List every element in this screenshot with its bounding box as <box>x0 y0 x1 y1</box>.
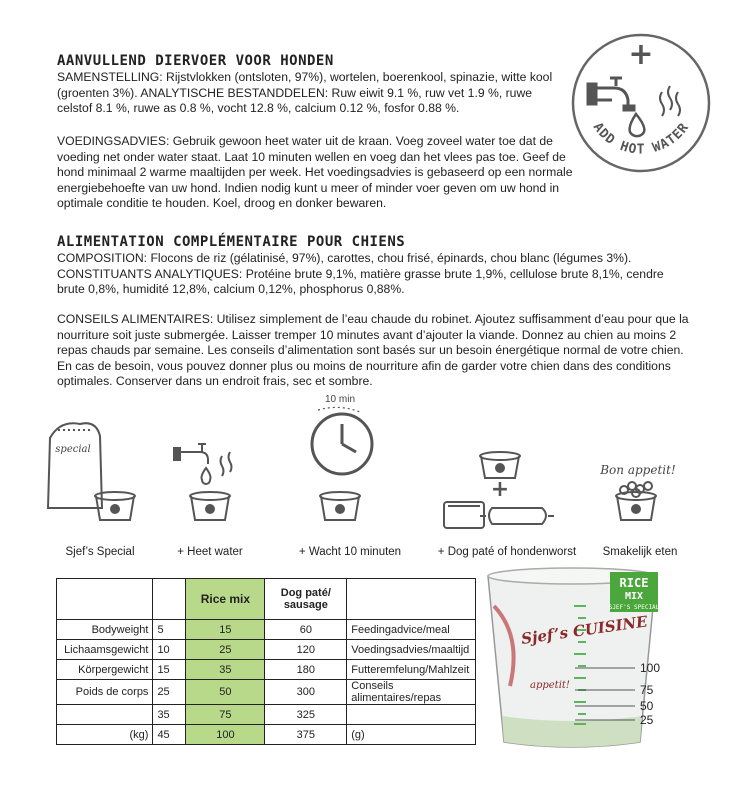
step-label-3: + Wacht 10 minuten <box>298 546 402 558</box>
col-header-rice-mix: Rice mix <box>186 579 265 620</box>
dog-cell: 60 <box>265 620 347 640</box>
dutch-composition: SAMENSTELLING: Rijstvlokken (ontsloten, 97%), wortelen, boerenkool, spinazie, witte kool (groenten 3%). ANALYTISCHE BESTANDDELEN: Ruw eiwit 9.1 %, ruw vet 1.9 %, ruwe celstof 8.1 %, ruwe as 0.8 %, vocht 12.8 %, calcium 0.12 %, fosfor 0.88 %. <box>57 70 553 116</box>
row-label: Körpergewicht <box>57 660 153 680</box>
food-bowl-icon <box>616 482 656 520</box>
rice-cell: 50 <box>186 680 265 705</box>
col-header-dog-pate: Dog paté/ sausage <box>265 579 347 620</box>
weight-cell: 10 <box>153 640 186 660</box>
dog-cell: 375 <box>265 725 347 745</box>
weight-cell: 25 <box>153 680 186 705</box>
advice-cell: Conseils alimentaires/repas <box>347 680 476 705</box>
bowl-icon-4 <box>480 452 520 478</box>
weight-cell: 5 <box>153 620 186 640</box>
clock-label: 10 min <box>324 394 356 405</box>
table-row <box>57 620 476 640</box>
cup-tick-50: 50 <box>640 699 654 713</box>
weight-cell: 15 <box>153 660 186 680</box>
row-label: Bodyweight <box>57 620 153 640</box>
rice-mix-label-mid: MIX <box>624 591 644 602</box>
sausage-icon <box>480 508 554 524</box>
weight-cell: 45 <box>153 725 186 745</box>
dog-cell: 300 <box>265 680 347 705</box>
rice-cell: 15 <box>186 620 265 640</box>
advice-cell: Voedingsadvies/maaltijd <box>347 640 476 660</box>
step-label-2: + Heet water <box>177 546 243 558</box>
cup-brand: Sjef’s CUISINE <box>520 612 649 648</box>
row-label: Poids de corps <box>57 680 153 705</box>
table-row <box>57 705 476 725</box>
dog-cell: 325 <box>265 705 347 725</box>
rice-cell: 25 <box>186 640 265 660</box>
table-row <box>57 660 476 680</box>
french-feeding-advice: CONSEILS ALIMENTAIRES: Utilisez simplement de l’eau chaude du robinet. Ajoutez suffisamment d’eau pour que la nourriture soit juste submergée. Laisser tremper 10 minutes avant d’ajouter la viande. Donnez au chien au moins 2 repas chauds par semaine. Les conseils d’alimentation sont basés sur un besoin énergétique normal de votre chien. En cas de besoin, vous pouvez donner plus ou moins de nourriture afin de garder votre chien dans des conditions optimales. Conserver dans un endroit frais, sec et sombre. <box>57 312 689 389</box>
dog-cell: 180 <box>265 660 347 680</box>
clock-arrow-icon <box>318 407 360 412</box>
cup-tick-100: 100 <box>640 661 661 675</box>
rice-cell: 100 <box>186 725 265 745</box>
advice-cell: Futteremfelung/Mahlzeit <box>347 660 476 680</box>
bowl-icon-3 <box>320 492 360 520</box>
cup-appetit: appetit! <box>530 680 570 691</box>
row-label <box>57 705 153 725</box>
table-row <box>57 680 476 705</box>
step-label-1: Sjef’s Special <box>65 546 135 558</box>
bag-icon <box>48 423 102 508</box>
feeding-table <box>56 578 476 745</box>
pate-tray-icon <box>444 502 484 528</box>
step-label-5: Smakelijk eten <box>602 546 678 558</box>
french-heading: ALIMENTATION COMPLÉMENTAIRE POUR CHIENS <box>57 234 406 250</box>
rice-mix-label-bottom: SJEF'S SPECIAL <box>608 604 660 611</box>
advice-cell <box>347 705 476 725</box>
steps-illustration <box>40 390 700 540</box>
step-label-4: + Dog paté of hondenworst <box>437 546 577 558</box>
badge-plus: + <box>628 37 654 72</box>
tap-icon-step <box>174 444 232 484</box>
tap-icon <box>588 78 634 110</box>
step-plus: + <box>490 477 510 502</box>
steam-icon <box>660 86 680 116</box>
row-label: Lichaamsgewicht <box>57 640 153 660</box>
bowl-icon-2 <box>190 492 230 520</box>
clock-icon <box>312 414 372 474</box>
rice-cell: 35 <box>186 660 265 680</box>
bon-appetit-text: Bon appetit! <box>600 463 676 477</box>
cup-tick-25: 25 <box>640 713 654 727</box>
table-row <box>57 725 476 745</box>
rice-cell: 75 <box>186 705 265 725</box>
cup-tick-75: 75 <box>640 683 654 697</box>
rice-mix-label-top: RICE <box>619 576 649 590</box>
badge-text: ADD HOT WATER <box>589 120 693 158</box>
row-label: (kg) <box>57 725 153 745</box>
add-hot-water-badge <box>566 28 716 178</box>
dutch-heading: AANVULLEND DIERVOER VOOR HONDEN <box>57 53 334 69</box>
svg-text:ADD HOT WATER <box>590 120 693 157</box>
cup-level-lines <box>575 664 645 734</box>
dog-cell: 120 <box>265 640 347 660</box>
bag-label: special <box>55 444 91 455</box>
advice-cell: (g) <box>347 725 476 745</box>
dutch-feeding-advice: VOEDINGSADVIES: Gebruik gewoon heet water uit de kraan. Voeg zoveel water toe dat de voeding net onder water staat. Laat 10 minuten wellen en voeg dan het vlees pas toe. Geef de hond minimaal 2 warme maaltijden per week. Het voedingsadvies is gebaseerd op een normale energiebehoefte van uw hond. Indien nodig kunt u meer of minder voer geven om uw hond in optimale conditie te houden. Koel, droog en donker bewaren. <box>57 134 573 211</box>
french-composition: COMPOSITION: Flocons de riz (gélatinisé, 97%), carottes, chou frisé, épinards, chou blanc (légumes 3%). CONSTITUANTS ANALYTIQUES: Protéine brute 9,1%, matière grasse brute 1,9%, cellulose brute 8,1%, cendre brute 0,8%, humidité 12,8%, calcium 0,12%, phosphorus 0,88%. <box>57 251 664 297</box>
water-drop-icon <box>630 114 645 136</box>
weight-cell: 35 <box>153 705 186 725</box>
advice-cell: Feedingadvice/meal <box>347 620 476 640</box>
table-row <box>57 640 476 660</box>
